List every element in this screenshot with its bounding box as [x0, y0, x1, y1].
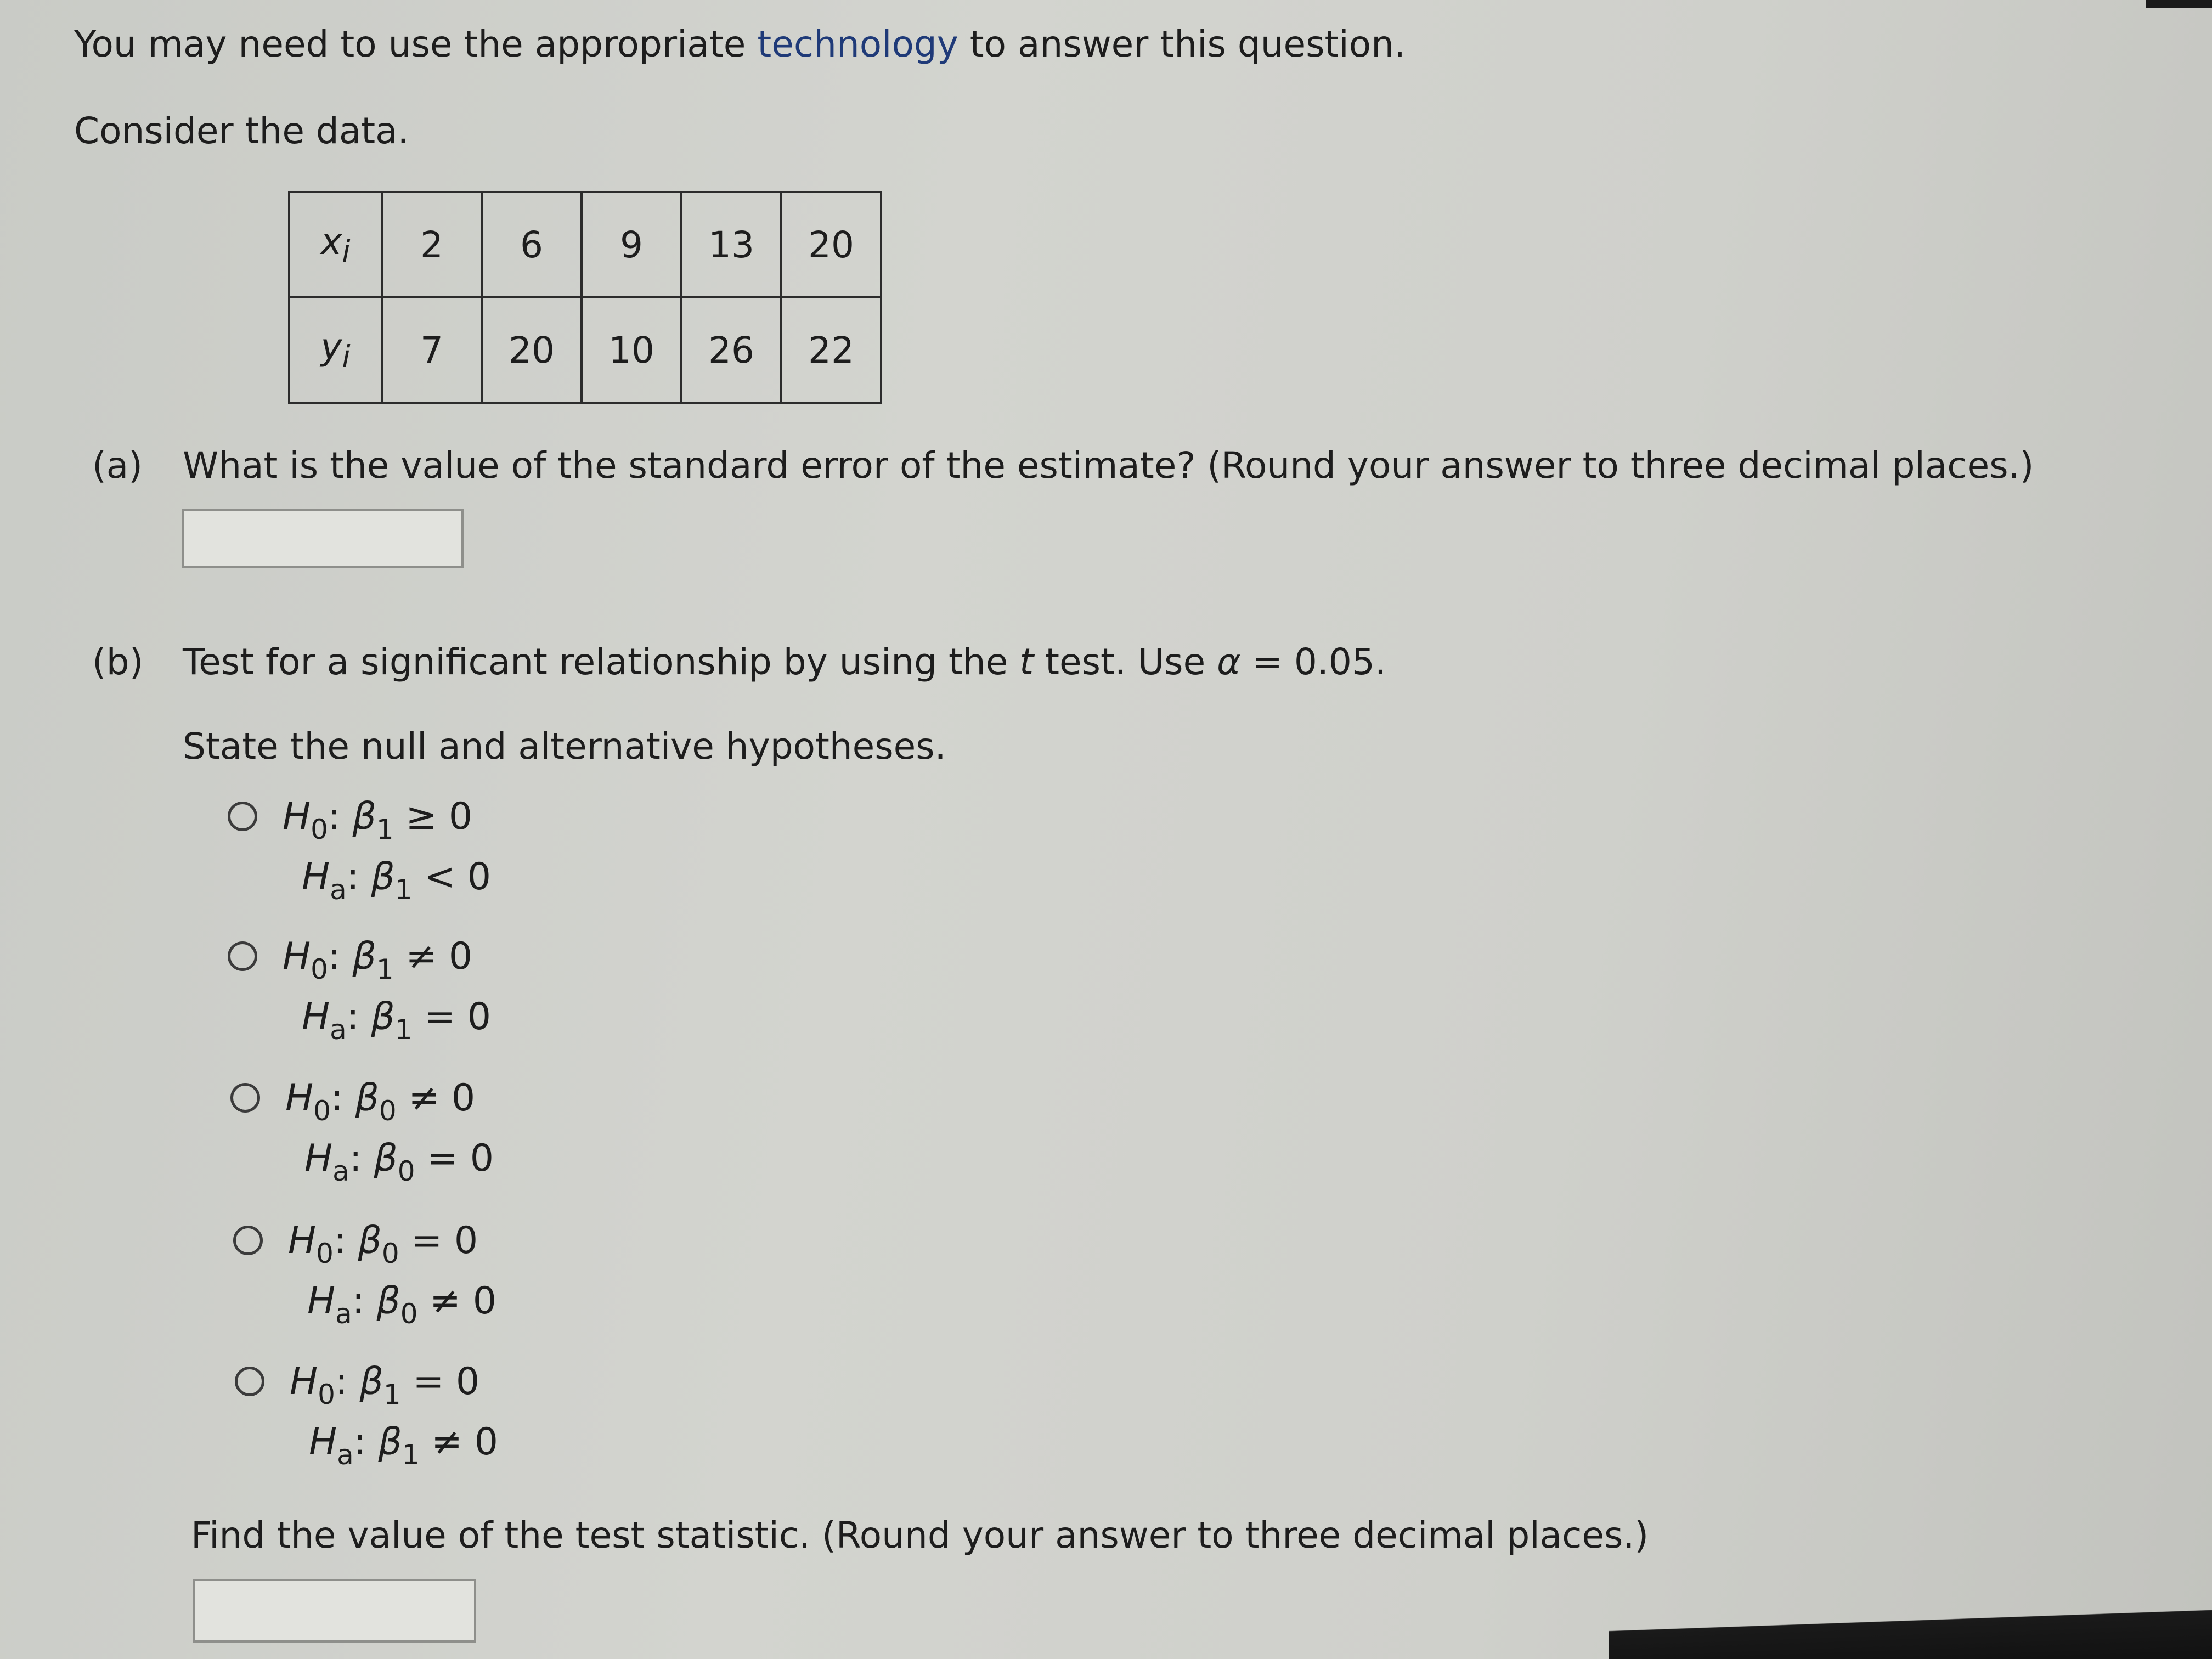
alternative-hypothesis: $H_a$: $\beta_1 = 0$ [302, 995, 492, 1046]
state-hypotheses-text: State the null and alternative hypotheses. [183, 725, 946, 768]
radio-button[interactable] [235, 1367, 264, 1396]
part-a-tag: (a) [92, 444, 143, 487]
y-value: 10 [582, 297, 681, 403]
consider-text: Consider the data. [74, 110, 409, 152]
technology-link[interactable]: technology [757, 23, 958, 65]
find-test-statistic-text: Find the value of the test statistic. (Round your answer to three decimal places.) [191, 1514, 1649, 1556]
x-value: 2 [382, 192, 482, 297]
null-hypothesis: $H_0$: $\beta_1 \ge 0$ [283, 795, 473, 845]
y-header: $y_i$ [289, 297, 382, 403]
data-table [288, 191, 882, 404]
y-row [289, 297, 881, 403]
part-b-tag: (b) [92, 641, 144, 683]
y-value: 20 [482, 297, 582, 403]
x-value: 20 [781, 192, 881, 297]
alternative-hypothesis: $H_a$: $\beta_1 \ne 0$ [309, 1420, 499, 1471]
null-hypothesis: $H_0$: $\beta_1 = 0$ [290, 1360, 480, 1410]
y-value: 7 [382, 297, 482, 403]
alternative-hypothesis: $H_a$: $\beta_0 \ne 0$ [307, 1279, 497, 1330]
alternative-hypothesis: $H_a$: $\beta_1 < 0$ [302, 855, 492, 906]
test-statistic-answer-input[interactable] [193, 1579, 476, 1643]
radio-button[interactable] [230, 1083, 260, 1113]
null-hypothesis: $H_0$: $\beta_1 \ne 0$ [283, 935, 473, 985]
radio-button[interactable] [228, 941, 257, 971]
standard-error-answer-input[interactable] [182, 509, 464, 568]
x-value: 9 [582, 192, 681, 297]
part-b-question: (b) Test for a significant relationship by using the t test. Use α = 0.05. [92, 641, 1386, 683]
screen-bezel-corner [2146, 0, 2212, 8]
intro-after: to answer this question. [958, 23, 1406, 65]
intro-before: You may need to use the appropriate [74, 23, 758, 65]
alternative-hypothesis: $H_a$: $\beta_0 = 0$ [304, 1137, 494, 1187]
null-hypothesis: $H_0$: $\beta_0 = 0$ [288, 1219, 478, 1269]
y-value: 26 [681, 297, 781, 403]
screen-bezel [1609, 1610, 2212, 1659]
part-a-question [92, 444, 2034, 487]
part-a-text: What is the value of the standard error of the estimate? (Round your answer to three decimal places.) [183, 444, 2034, 487]
x-row [289, 192, 881, 297]
radio-button[interactable] [228, 802, 257, 831]
x-value: 6 [482, 192, 582, 297]
y-value: 22 [781, 297, 881, 403]
radio-button[interactable] [233, 1226, 263, 1255]
intro-text [74, 23, 1406, 65]
x-value: 13 [681, 192, 781, 297]
null-hypothesis: $H_0$: $\beta_0 \ne 0$ [285, 1076, 476, 1127]
x-header: $x_i$ [289, 192, 382, 297]
